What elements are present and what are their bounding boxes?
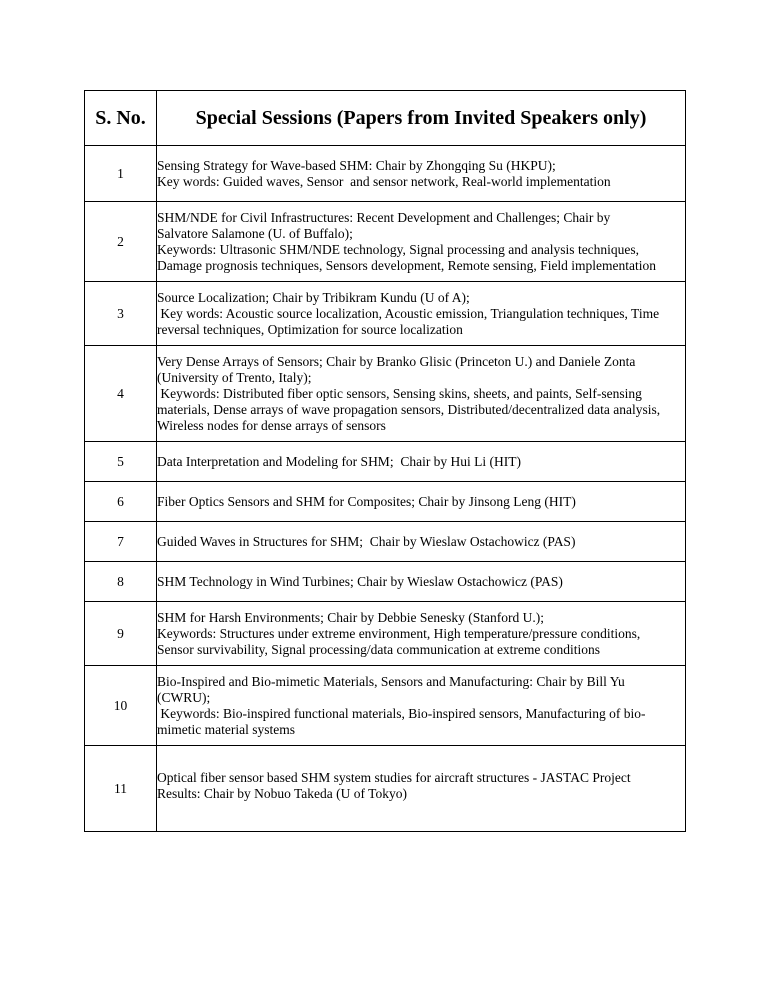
session-text-line: Keywords: Distributed fiber optic sensors, Sensing skins, sheets, and paints, Self-sensing xyxy=(157,385,642,401)
session-text-line: Optical fiber sensor based SHM system studies for aircraft structures - JASTAC Project xyxy=(157,770,631,785)
session-number: 2 xyxy=(85,202,157,282)
session-text-line: Source Localization; Chair by Tribikram Kundu (U of A); xyxy=(157,289,470,305)
session-text-line: Wireless nodes for dense arrays of sensors xyxy=(157,417,386,433)
session-text-line: Key words: Acoustic source localization, Acoustic emission, Triangulation techniques, Time xyxy=(157,305,660,321)
session-text-line: materials, Dense arrays of wave propagation sensors, Distributed/decentralized data analysis, xyxy=(157,401,661,417)
session-text-line: (CWRU); xyxy=(157,689,211,705)
session-text-line: Damage prognosis techniques, Sensors development, Remote sensing, Field implementation xyxy=(157,257,657,273)
session-description xyxy=(157,282,686,346)
session-text-line: SHM/NDE for Civil Infrastructures: Recent Development and Challenges; Chair by xyxy=(157,209,611,225)
table-row xyxy=(85,482,686,522)
session-description xyxy=(157,146,686,202)
session-text-line: Sensing Strategy for Wave-based SHM: Chair by Zhongqing Su (HKPU); xyxy=(157,157,556,173)
session-text-line: (University of Trento, Italy); xyxy=(157,369,312,385)
table-row xyxy=(85,562,686,602)
session-text-line: Data Interpretation and Modeling for SHM; Chair by Hui Li (HIT) xyxy=(157,453,522,469)
session-number: 4 xyxy=(85,346,157,442)
session-number: 11 xyxy=(85,746,157,832)
serial-number-header: S. No. xyxy=(85,91,157,146)
session-number: 1 xyxy=(85,146,157,202)
session-text-line: reversal techniques, Optimization for source localization xyxy=(157,321,463,337)
table-row xyxy=(85,146,686,202)
table-body xyxy=(85,146,686,832)
session-description xyxy=(157,666,686,746)
table-row xyxy=(85,522,686,562)
session-text-line: Very Dense Arrays of Sensors; Chair by Branko Glisic (Princeton U.) and Daniele Zonta xyxy=(157,353,636,369)
session-description xyxy=(157,562,686,602)
special-sessions-header: Special Sessions (Papers from Invited Speakers only) xyxy=(157,91,686,146)
session-text-line: Fiber Optics Sensors and SHM for Composites; Chair by Jinsong Leng (HIT) xyxy=(157,493,576,509)
session-number: 9 xyxy=(85,602,157,666)
session-description xyxy=(157,602,686,666)
session-text-line: Keywords: Bio-inspired functional materials, Bio-inspired sensors, Manufacturing of bio- xyxy=(157,705,646,721)
session-description xyxy=(157,746,686,832)
table-row xyxy=(85,442,686,482)
session-text-line: mimetic material systems xyxy=(157,721,295,737)
session-number: 6 xyxy=(85,482,157,522)
session-number: 8 xyxy=(85,562,157,602)
session-number: 5 xyxy=(85,442,157,482)
table-header-row xyxy=(85,91,686,146)
session-description xyxy=(157,202,686,282)
table-row xyxy=(85,746,686,832)
session-description xyxy=(157,442,686,482)
session-text-line: Salvatore Salamone (U. of Buffalo); xyxy=(157,225,353,241)
table-row xyxy=(85,346,686,442)
table-row xyxy=(85,202,686,282)
table-row xyxy=(85,282,686,346)
session-number: 7 xyxy=(85,522,157,562)
session-text-line: Bio-Inspired and Bio-mimetic Materials, Sensors and Manufacturing: Chair by Bill Yu xyxy=(157,673,625,689)
session-text-line: Results: Chair by Nobuo Takeda (U of Tokyo) xyxy=(157,786,407,801)
session-text-line: Keywords: Structures under extreme environment, High temperature/pressure conditions, xyxy=(157,625,641,641)
session-description xyxy=(157,482,686,522)
session-description xyxy=(157,346,686,442)
session-number: 3 xyxy=(85,282,157,346)
session-text-line: Key words: Guided waves, Sensor and sensor network, Real-world implementation xyxy=(157,173,611,189)
session-number: 10 xyxy=(85,666,157,746)
session-text-line: SHM Technology in Wind Turbines; Chair by Wieslaw Ostachowicz (PAS) xyxy=(157,573,563,589)
session-text-line: Keywords: Ultrasonic SHM/NDE technology, Signal processing and analysis techniques, xyxy=(157,241,640,257)
session-text-line: Sensor survivability, Signal processing/data communication at extreme conditions xyxy=(157,641,601,657)
session-description xyxy=(157,522,686,562)
session-text-line: Guided Waves in Structures for SHM; Chair by Wieslaw Ostachowicz (PAS) xyxy=(157,533,576,549)
session-text-line: SHM for Harsh Environments; Chair by Debbie Senesky (Stanford U.); xyxy=(157,609,544,625)
special-sessions-table xyxy=(84,90,686,832)
table-row xyxy=(85,602,686,666)
table-row xyxy=(85,666,686,746)
